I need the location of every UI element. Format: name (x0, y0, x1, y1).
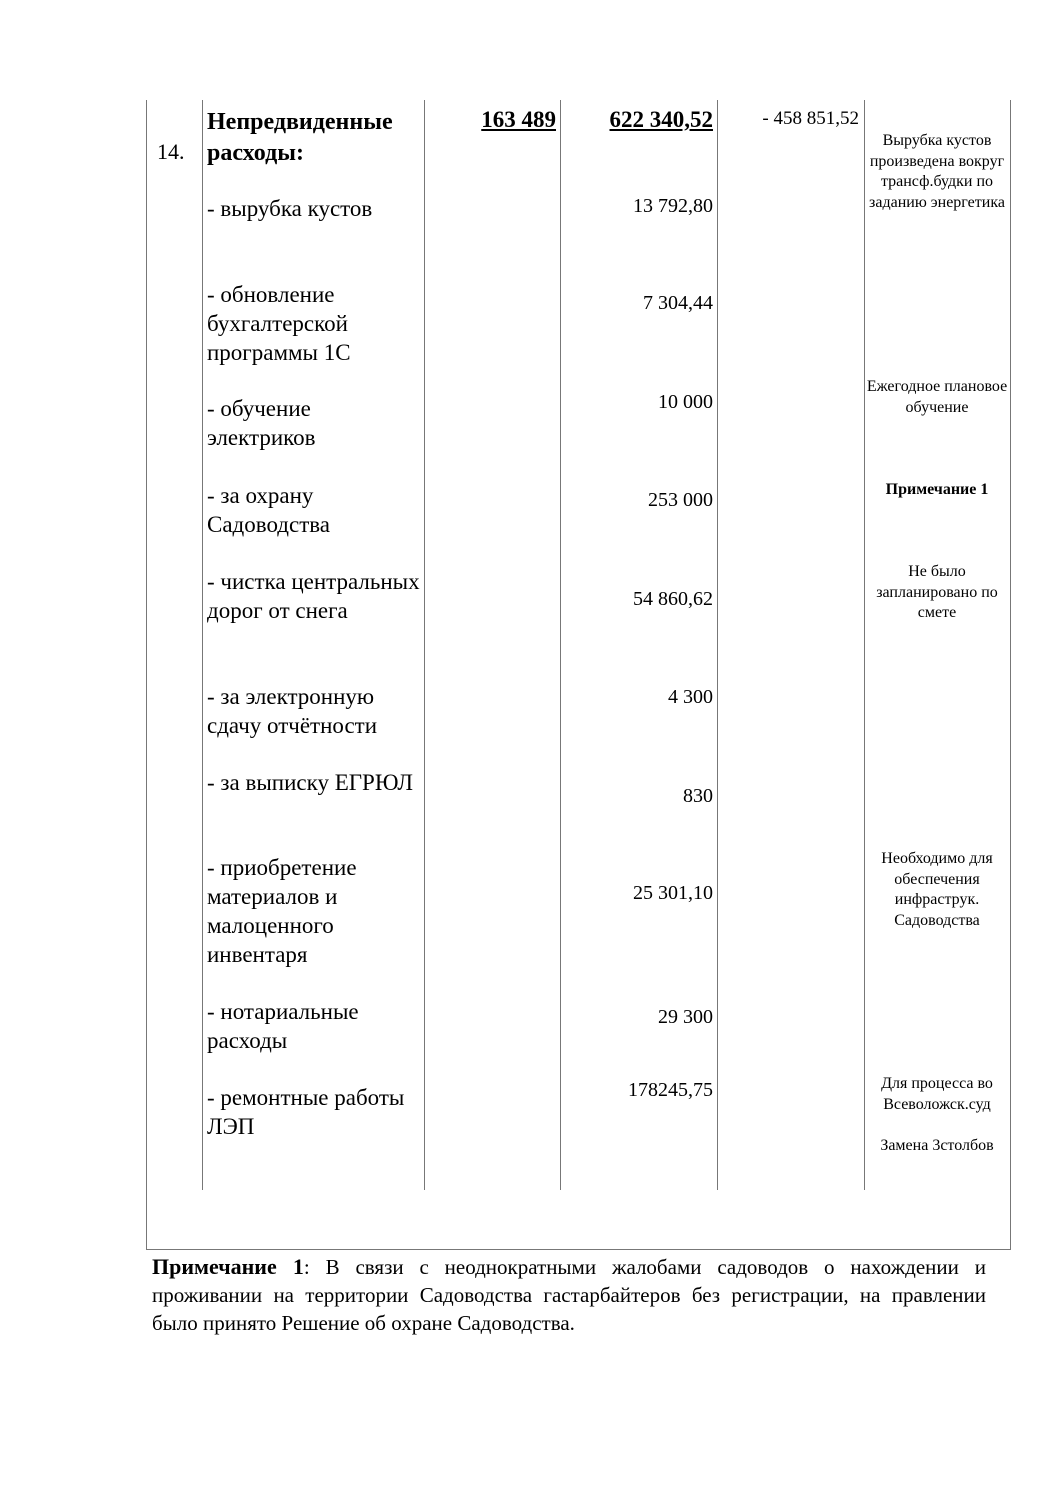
table-border-bottom (146, 1249, 1011, 1250)
item-value: 13 792,80 (633, 195, 713, 217)
item-value: 25 301,10 (633, 882, 713, 904)
note-text: Ежегодное плановое обучение (866, 378, 1008, 416)
column-divider (717, 100, 718, 1190)
item-label: - за выписку ЕГРЮЛ (207, 770, 413, 795)
item-value: 178245,75 (628, 1079, 713, 1101)
column-divider (424, 100, 425, 1190)
actual-amount: 622 340,52 (609, 107, 713, 132)
note-text: Вырубка кустов произведена вокруг трансф.будки по заданию энергетика (869, 132, 1005, 211)
footnote (152, 1253, 986, 1337)
item-value: 7 304,44 (643, 292, 713, 314)
item-value: 4 300 (668, 686, 713, 708)
item-label: - ремонтные работы ЛЭП (207, 1085, 405, 1139)
planned-amount: 163 489 (481, 107, 556, 132)
item-label: - чистка центральных дорог от снега (207, 569, 420, 623)
item-value: 830 (683, 785, 713, 807)
footnote-label: Примечание 1 (152, 1254, 304, 1279)
item-label: - обновление бухгалтерской программы 1С (207, 282, 351, 365)
item-value: 29 300 (658, 1006, 713, 1028)
note-reference: Примечание 1 (885, 481, 989, 498)
note-text: Замена 3столбов (880, 1137, 994, 1154)
column-divider (202, 100, 203, 1190)
item-value: 54 860,62 (633, 588, 713, 610)
note-text: Не было запланировано по смете (876, 563, 998, 621)
item-label: - приобретение материалов и малоценного инвентаря (207, 855, 357, 967)
row-title: Непредвиденные расходы: (207, 109, 393, 166)
item-label: - обучение электриков (207, 396, 316, 450)
note-text: Необходимо для обеспечения инфраструк. Садоводства (881, 850, 993, 929)
table-border-left (146, 100, 147, 1250)
column-divider (864, 100, 865, 1190)
item-label: - нотариальные расходы (207, 999, 359, 1053)
item-label: - вырубка кустов (207, 196, 373, 221)
item-label: - за электронную сдачу отчётности (207, 684, 378, 738)
footnote-text: : В связи с неоднократными жалобами садоводов о нахождении и проживании на территории Садоводства гастарбайтеров без регистрации, на правлении было принято Решение об охране Садоводства. (152, 1255, 986, 1335)
row-number: 14. (157, 139, 185, 164)
item-value: 253 000 (648, 489, 713, 511)
item-value: 10 000 (658, 391, 713, 413)
note-text: Для процесса во Всеволожск.суд (881, 1075, 993, 1113)
item-label: - за охрану Садоводства (207, 483, 331, 537)
table-border-right (1010, 100, 1011, 1250)
difference-amount: - 458 851,52 (762, 108, 859, 129)
